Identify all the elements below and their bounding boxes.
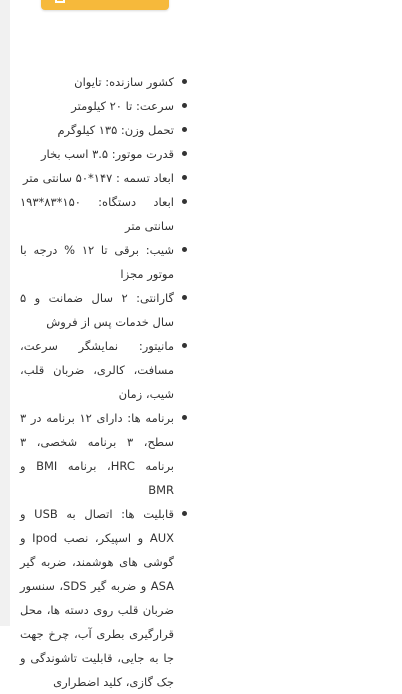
spec-item-motor-power [2, 142, 402, 166]
bullet-icon [182, 295, 187, 300]
grid-icon [55, 0, 65, 3]
spec-item-country [2, 70, 402, 94]
spec-text: گارانتی: ۲ سال ضمانت و ۵ سال خدمات پس از فروش [20, 291, 174, 329]
spec-item-belt-size [2, 166, 402, 190]
spec-text: قدرت موتور: ۳.۵ اسب بخار [40, 147, 174, 161]
spec-item-features [2, 502, 402, 694]
bullet-icon [182, 511, 187, 516]
spec-text: شیب: برقی تا ۱۲ % درجه با موتور مجزا [20, 243, 174, 281]
bullet-icon [182, 343, 187, 348]
spec-list [2, 70, 402, 694]
spec-text: تحمل وزن: ۱۳۵ کیلوگرم [57, 123, 174, 137]
spec-text: ابعاد دستگاه: ۱۵۰*۸۳*۱۹۳ سانتی متر [20, 195, 174, 233]
bullet-icon [182, 79, 187, 84]
spec-text: قابلیت ها: اتصال به USB و AUX و اسپیکر، نصب Ipod و گوشی های هوشمند، ضربه گیر ASA و ضربه گیر SDS، سنسور ضربان قلب روی دسته ها، محل قرارگیری بطری آب، چرخ جهت جا به جایی، قابلیت تاشوندگی و جک گازی، کلید اضطراری [20, 507, 174, 689]
bullet-icon [182, 247, 187, 252]
spec-text: مانیتور: نمایشگر سرعت، مسافت، کالری، ضربان قلب، شیب، زمان [20, 339, 174, 401]
spec-text: ابعاد تسمه : ۱۴۷*۵۰ سانتی متر [22, 171, 174, 185]
bullet-icon [182, 199, 187, 204]
spec-item-speed [2, 94, 402, 118]
spec-item-programs [2, 406, 402, 502]
spec-item-device-size [2, 190, 402, 238]
bullet-icon [182, 175, 187, 180]
spec-item-weight-capacity [2, 118, 402, 142]
spec-item-incline [2, 238, 402, 286]
spec-item-monitor [2, 334, 402, 406]
spec-item-warranty [2, 286, 402, 334]
spec-text: کشور سازنده: تایوان [74, 75, 174, 89]
spec-text: سرعت: تا ۲۰ کیلومتر [71, 99, 174, 113]
bullet-icon [182, 127, 187, 132]
spec-text: برنامه ها: دارای ۱۲ برنامه در ۳ سطح، ۳ برنامه شخصی، ۳ برنامه HRC، برنامه BMI و BMR [20, 411, 174, 497]
top-action-button[interactable] [41, 0, 169, 10]
bullet-icon [182, 151, 187, 156]
bullet-icon [182, 103, 187, 108]
bullet-icon [182, 415, 187, 420]
